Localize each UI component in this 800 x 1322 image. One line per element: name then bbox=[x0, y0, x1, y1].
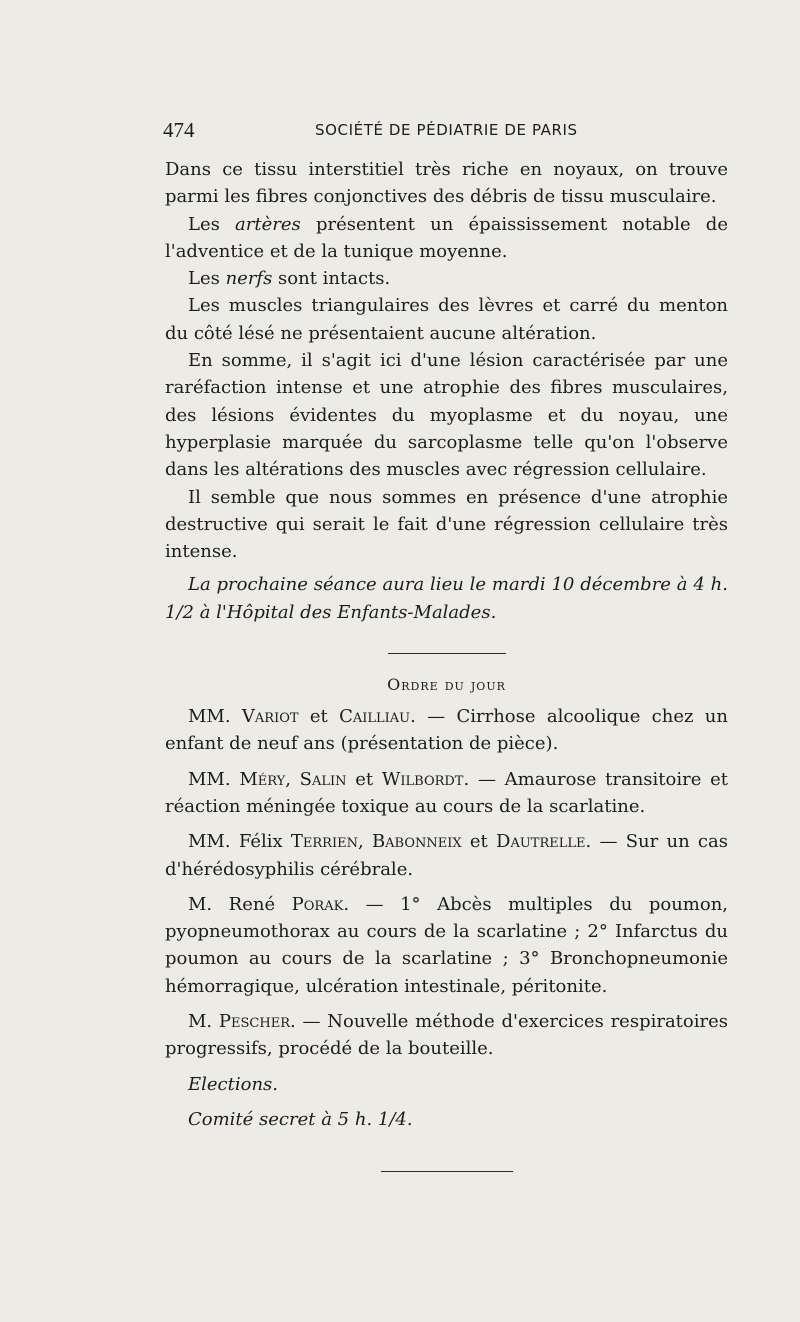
agenda-item-prefix: M. bbox=[188, 1011, 219, 1033]
term-arteres: artères bbox=[235, 213, 301, 235]
agenda-item-text: — 1° Abcès multiples du poumon, pyopneumothorax au cours de la scarlatine ; 2° Infarctus du poumon au cours de la scarlatine ; 3° Bronchopneumonie hémorragique, ulcération intestinale, péritonite. bbox=[165, 893, 729, 997]
author-name: Dautrelle bbox=[496, 831, 586, 853]
author-name: Wilbordt bbox=[381, 768, 464, 790]
section-divider bbox=[388, 653, 506, 654]
page-number: 474 bbox=[163, 118, 195, 142]
author-separator: . bbox=[410, 706, 416, 728]
paragraph-muscles: Les muscles triangulaires des lèvres et carré du menton du côté lésé ne présentaient aucune altération. bbox=[165, 295, 728, 344]
running-title: SOCIÉTÉ DE PÉDIATRIE DE PARIS bbox=[315, 121, 578, 139]
author-separator: . bbox=[463, 768, 470, 790]
agenda-item-text: — Amaurose transitoire et réaction méningée toxique au cours de la scarlatine. bbox=[165, 768, 728, 817]
author-name: Porak bbox=[291, 893, 344, 915]
agenda-list bbox=[165, 703, 728, 1133]
agenda-item-prefix: MM. bbox=[188, 706, 242, 728]
author-name: Variot bbox=[241, 706, 299, 728]
author-separator: . bbox=[290, 1011, 296, 1033]
paragraph-arteries-lead: Les bbox=[188, 213, 236, 235]
next-meeting-notice: La prochaine séance aura lieu le mardi 10 décembre à 4 h. 1/2 à l'Hôpital des Enfants-Malades. bbox=[165, 574, 728, 623]
paragraph-arteries bbox=[165, 211, 728, 266]
author-separator: . bbox=[585, 831, 592, 853]
paragraph-nerves bbox=[165, 265, 728, 292]
agenda-item-prefix: M. René bbox=[188, 893, 292, 915]
author-name: Babonneix bbox=[371, 831, 462, 853]
author-separator: , bbox=[357, 831, 372, 853]
agenda-item bbox=[165, 1008, 728, 1063]
agenda-item-prefix: MM. Félix bbox=[188, 831, 291, 853]
author-separator: . bbox=[343, 893, 350, 915]
author-name: Pescher bbox=[218, 1011, 290, 1033]
agenda-item bbox=[165, 828, 728, 883]
agenda-item bbox=[165, 766, 728, 821]
author-name: Méry bbox=[239, 768, 286, 790]
author-separator: , bbox=[285, 768, 300, 790]
paragraph-nerves-text: sont intacts. bbox=[272, 268, 391, 290]
agenda-item-text: — Cirrhose alcoolique chez un enfant de neuf ans (présentation de pièce). bbox=[165, 706, 728, 755]
elections-line: Elections. bbox=[188, 1073, 279, 1095]
agenda-item bbox=[165, 703, 728, 758]
paragraph-arteries-text: présentent un épaississement notable de l'adventice et de la tunique moyenne. bbox=[165, 213, 728, 262]
author-name: Terrien bbox=[290, 831, 358, 853]
end-divider bbox=[381, 1171, 513, 1172]
comite-secret-line: Comité secret à 5 h. 1/4. bbox=[188, 1108, 413, 1130]
paragraph-nerves-lead: Les bbox=[188, 268, 226, 290]
author-name: Cailliau bbox=[339, 706, 411, 728]
page-body bbox=[165, 156, 728, 1172]
paragraph-interstitial-tissue: Dans ce tissu interstitiel très riche en noyaux, on trouve parmi les fibres conjonctives des débris de tissu musculaire. bbox=[165, 159, 728, 208]
agenda-item-text: — Sur un cas d'hérédosyphilis cérébrale. bbox=[165, 831, 728, 880]
agenda-item bbox=[165, 891, 728, 1000]
term-nerfs: nerfs bbox=[225, 268, 273, 290]
agenda-title: Ordre du jour bbox=[387, 675, 506, 695]
author-separator: et bbox=[346, 768, 382, 790]
agenda-item-prefix: MM. bbox=[188, 768, 240, 790]
paragraph-conclusion: Il semble que nous sommes en présence d'une atrophie destructive qui serait le fait d'une régression cellulaire très intense. bbox=[165, 486, 728, 563]
page-header bbox=[163, 118, 723, 144]
agenda-item-text: — Nouvelle méthode d'exercices respiratoires progressifs, procédé de la bouteille. bbox=[165, 1011, 729, 1060]
paragraph-summary: En somme, il s'agit ici d'une lésion caractérisée par une raréfaction intense et une atrophie des fibres musculaires, des lésions évidentes du myoplasme et du noyau, une hyperplasie marquée du sarcoplasme telle qu'on l'observe dans les altérations des muscles avec régression cellulaire. bbox=[165, 350, 728, 481]
author-name: Salin bbox=[299, 768, 347, 790]
author-separator: et bbox=[298, 706, 340, 728]
author-separator: et bbox=[461, 831, 497, 853]
